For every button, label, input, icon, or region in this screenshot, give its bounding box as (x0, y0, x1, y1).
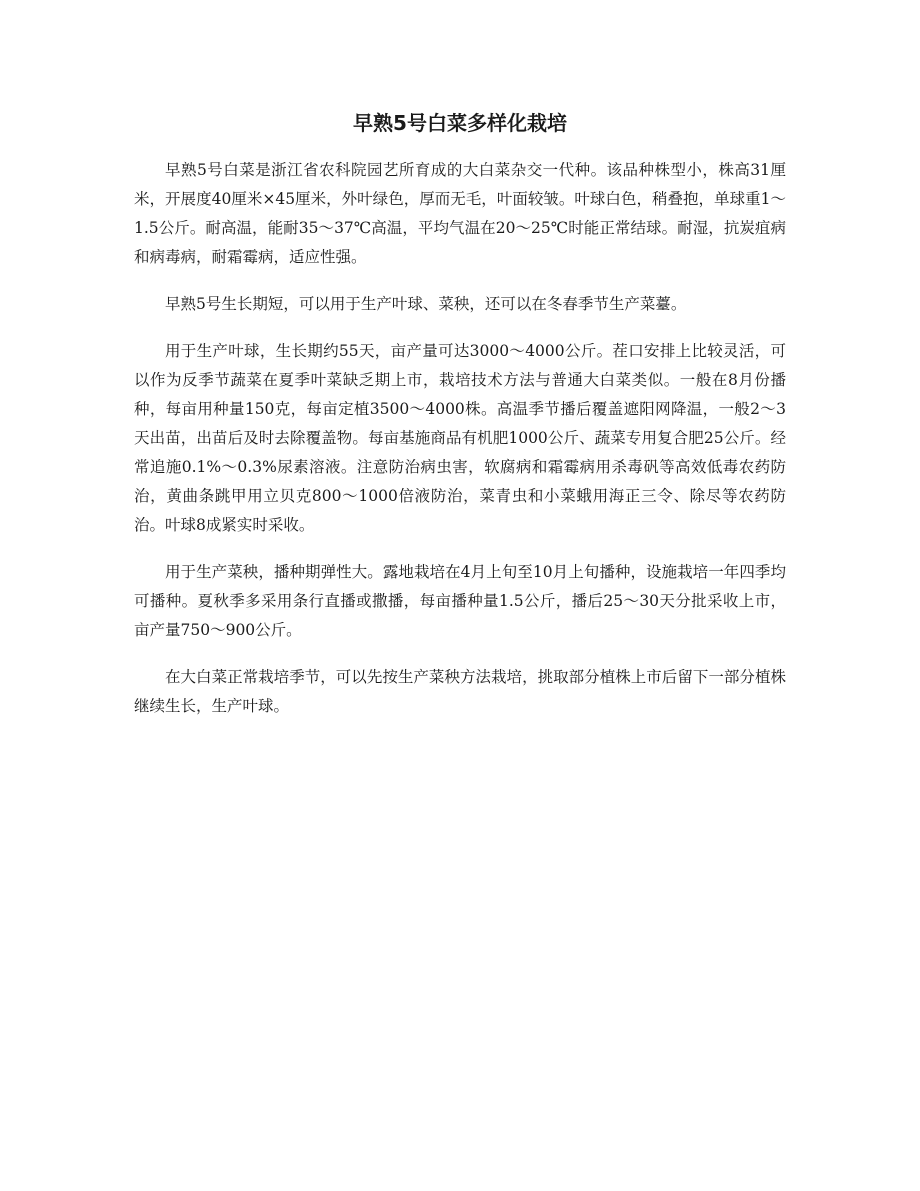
paragraph-combined-cultivation: 在大白菜正常栽培季节，可以先按生产菜秧方法栽培，挑取部分植株上市后留下一部分植株继续生长，生产叶球。 (134, 668, 786, 715)
paragraph-uses-overview: 早熟5号生长期短，可以用于生产叶球、菜秧，还可以在冬春季节生产菜薹。 (165, 295, 687, 313)
document-title: 早熟5号白菜多样化栽培 (353, 111, 567, 135)
paragraph-variety-description: 早熟5号白菜是浙江省农科院园艺所育成的大白菜杂交一代种。该品种株型小，株高31厘米，开展度40厘米×45厘米，外叶绿色，厚而无毛，叶面较皱。叶球白色，稍叠抱，单球重1～1.5公斤。耐高温，能耐35～37℃高温，平均气温在20～25℃时能正常结球。耐湿，抗炭疽病和病毒病，耐霜霉病，适应性强。 (134, 161, 786, 266)
document-body (134, 156, 786, 739)
paragraph-seedling-production: 用于生产菜秧，播种期弹性大。露地栽培在4月上旬至10月上旬播种，设施栽培一年四季均可播种。夏秋季多采用条行直播或撒播，每亩播种量1.5公斤，播后25～30天分批采收上市，亩产量750～900公斤。 (134, 563, 786, 639)
paragraph-leaf-ball-production: 用于生产叶球，生长期约55天，亩产量可达3000～4000公斤。茬口安排上比较灵活，可以作为反季节蔬菜在夏季叶菜缺乏期上市，栽培技术方法与普通大白菜类似。一般在8月份播种，每亩用种量150克，每亩定植3500～4000株。高温季节播后覆盖遮阳网降温，一般2～3天出苗，出苗后及时去除覆盖物。每亩基施商品有机肥1000公斤、蔬菜专用复合肥25公斤。经常追施0.1%～0.3%尿素溶液。注意防治病虫害，软腐病和霜霉病用杀毒矾等高效低毒农药防治，黄曲条跳甲用立贝克800～1000倍液防治，菜青虫和小菜蛾用海正三令、除尽等农药防治。叶球8成紧实时采收。 (134, 342, 786, 534)
